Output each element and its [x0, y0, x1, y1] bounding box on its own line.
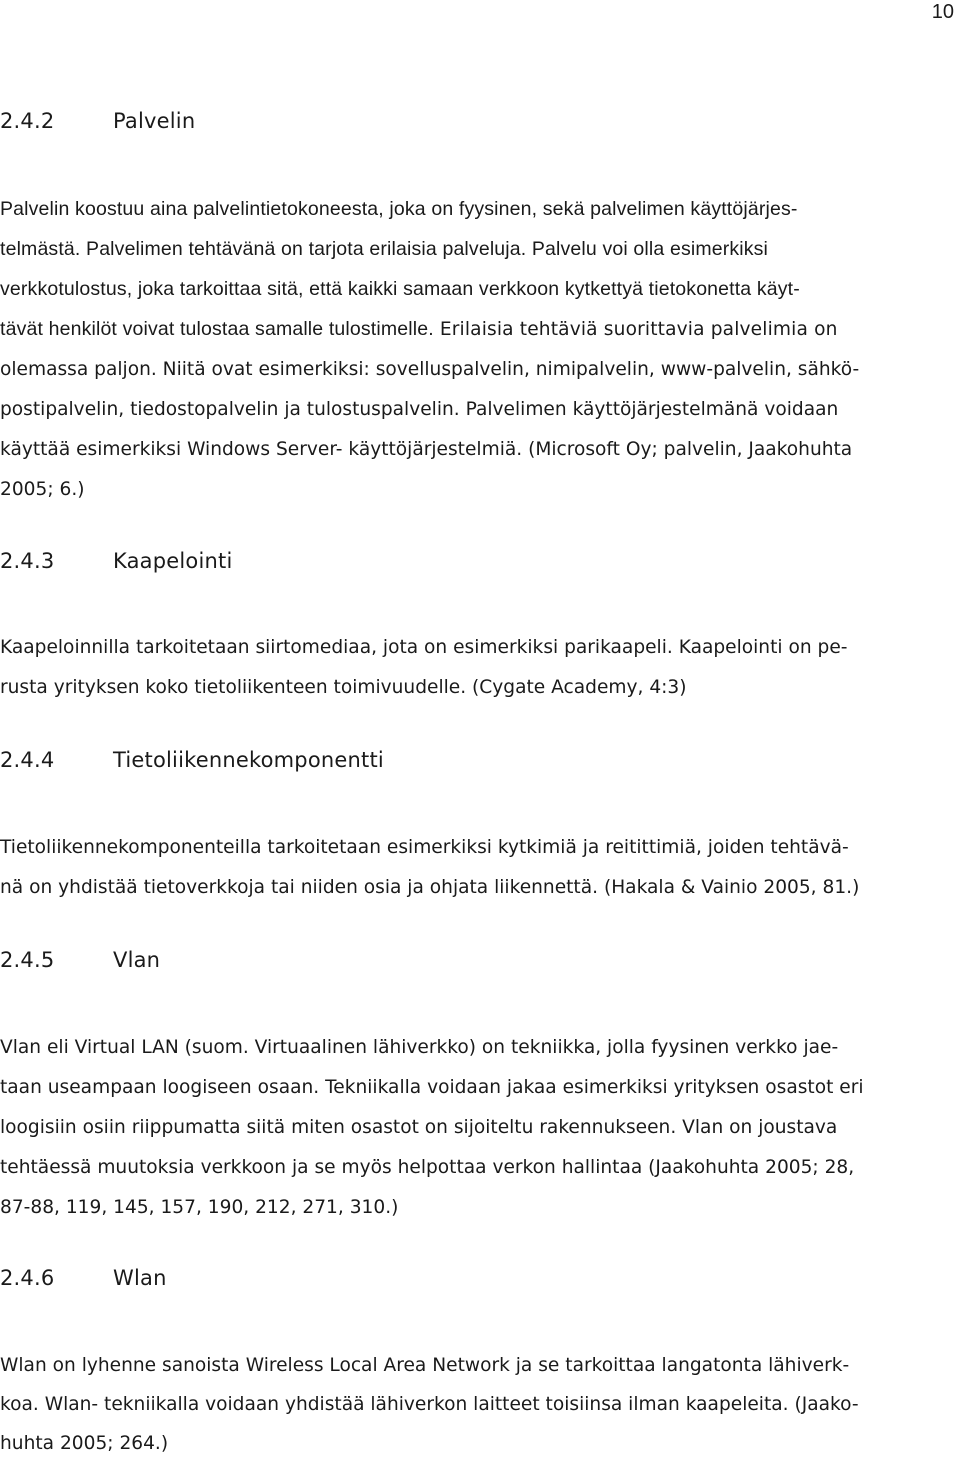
text-line: postipalvelin, tiedostopalvelin ja tulostuspalvelin. Palvelimen käyttöjärjestelmänä voidaan	[0, 399, 839, 420]
text-segment: tävät henkilöt voivat tulostaa samalle tulostimelle.	[0, 318, 434, 340]
section-title: Vlan	[113, 948, 161, 972]
paragraph-vlan	[0, 1028, 960, 1228]
section-title: Palvelin	[113, 109, 196, 133]
paragraph-tietoliikennekomponentti	[0, 828, 960, 908]
section-number: 2.4.6	[0, 1266, 55, 1290]
paragraph-wlan	[0, 1346, 960, 1463]
text-line: tehtäessä muutoksia verkkoon ja se myös helpottaa verkon hallintaa (Jaakohuhta 2005; 28,	[0, 1157, 855, 1178]
text-line: telmästä. Palvelimen tehtävänä on tarjota erilaisia palveluja. Palvelu voi olla esimerkiksi	[0, 238, 769, 260]
section-heading-2-4-6	[0, 1266, 167, 1290]
section-title: Tietoliikennekomponentti	[113, 748, 384, 772]
section-heading-2-4-4	[0, 748, 384, 772]
text-segment: Erilaisia tehtäviä suorittavia palvelimia on	[433, 319, 838, 340]
section-number: 2.4.2	[0, 109, 55, 133]
text-line: loogisiin osiin riippumatta siitä miten osastot on sijoiteltu rakennukseen. Vlan on joustava	[0, 1117, 838, 1138]
section-number: 2.4.5	[0, 948, 55, 972]
section-number: 2.4.4	[0, 748, 55, 772]
section-heading-2-4-5	[0, 948, 160, 972]
text-line: Palvelin koostuu aina palvelintietokoneesta, joka on fyysinen, sekä palvelimen käyttöjärjes-	[0, 198, 798, 220]
paragraph-palvelin	[0, 189, 960, 510]
section-title: Wlan	[113, 1266, 167, 1290]
text-line: 87-88, 119, 145, 157, 190, 212, 271, 310.)	[0, 1197, 399, 1218]
text-line	[0, 309, 960, 350]
section-heading-2-4-2	[0, 109, 195, 133]
text-line: taan useampaan loogiseen osaan. Tekniikalla voidaan jakaa esimerkiksi yrityksen osastot eri	[0, 1077, 864, 1098]
text-line: Tietoliikennekomponenteilla tarkoitetaan esimerkiksi kytkimiä ja reitittimiä, joiden tehtävä-	[0, 837, 849, 858]
text-line: verkkotulostus, joka tarkoittaa sitä, että kaikki samaan verkkoon kytkettyä tietokonetta käyt-	[0, 278, 800, 300]
text-line: huhta 2005; 264.)	[0, 1433, 169, 1454]
paragraph-kaapelointi	[0, 628, 960, 708]
section-heading-2-4-3	[0, 549, 232, 573]
text-line: Wlan on lyhenne sanoista Wireless Local Area Network ja se tarkoittaa langatonta lähiverk-	[0, 1355, 850, 1376]
text-line: olemassa paljon. Niitä ovat esimerkiksi: sovelluspalvelin, nimipalvelin, www-palvelin, sähkö-	[0, 359, 860, 380]
text-line: käyttää esimerkiksi Windows Server- käyttöjärjestelmiä. (Microsoft Oy; palvelin, Jaakohuhta	[0, 439, 853, 460]
text-line: 2005; 6.)	[0, 479, 85, 500]
text-line: rusta yrityksen koko tietoliikenteen toimivuudelle. (Cygate Academy, 4:3)	[0, 677, 687, 698]
section-title: Kaapelointi	[113, 549, 233, 573]
page-number: 10	[931, 1, 954, 23]
text-line: Vlan eli Virtual LAN (suom. Virtuaalinen lähiverkko) on tekniikka, jolla fyysinen verkko jae-	[0, 1037, 839, 1058]
section-number: 2.4.3	[0, 549, 55, 573]
text-line: Kaapeloinnilla tarkoitetaan siirtomediaa, jota on esimerkiksi parikaapeli. Kaapelointi on pe-	[0, 637, 848, 658]
text-line: koa. Wlan- tekniikalla voidaan yhdistää lähiverkon laitteet toisiinsa ilman kaapeleita. (Jaako-	[0, 1394, 859, 1415]
text-line: nä on yhdistää tietoverkkoja tai niiden osia ja ohjata liikennettä. (Hakala & Vainio 2005, 81.)	[0, 877, 860, 898]
